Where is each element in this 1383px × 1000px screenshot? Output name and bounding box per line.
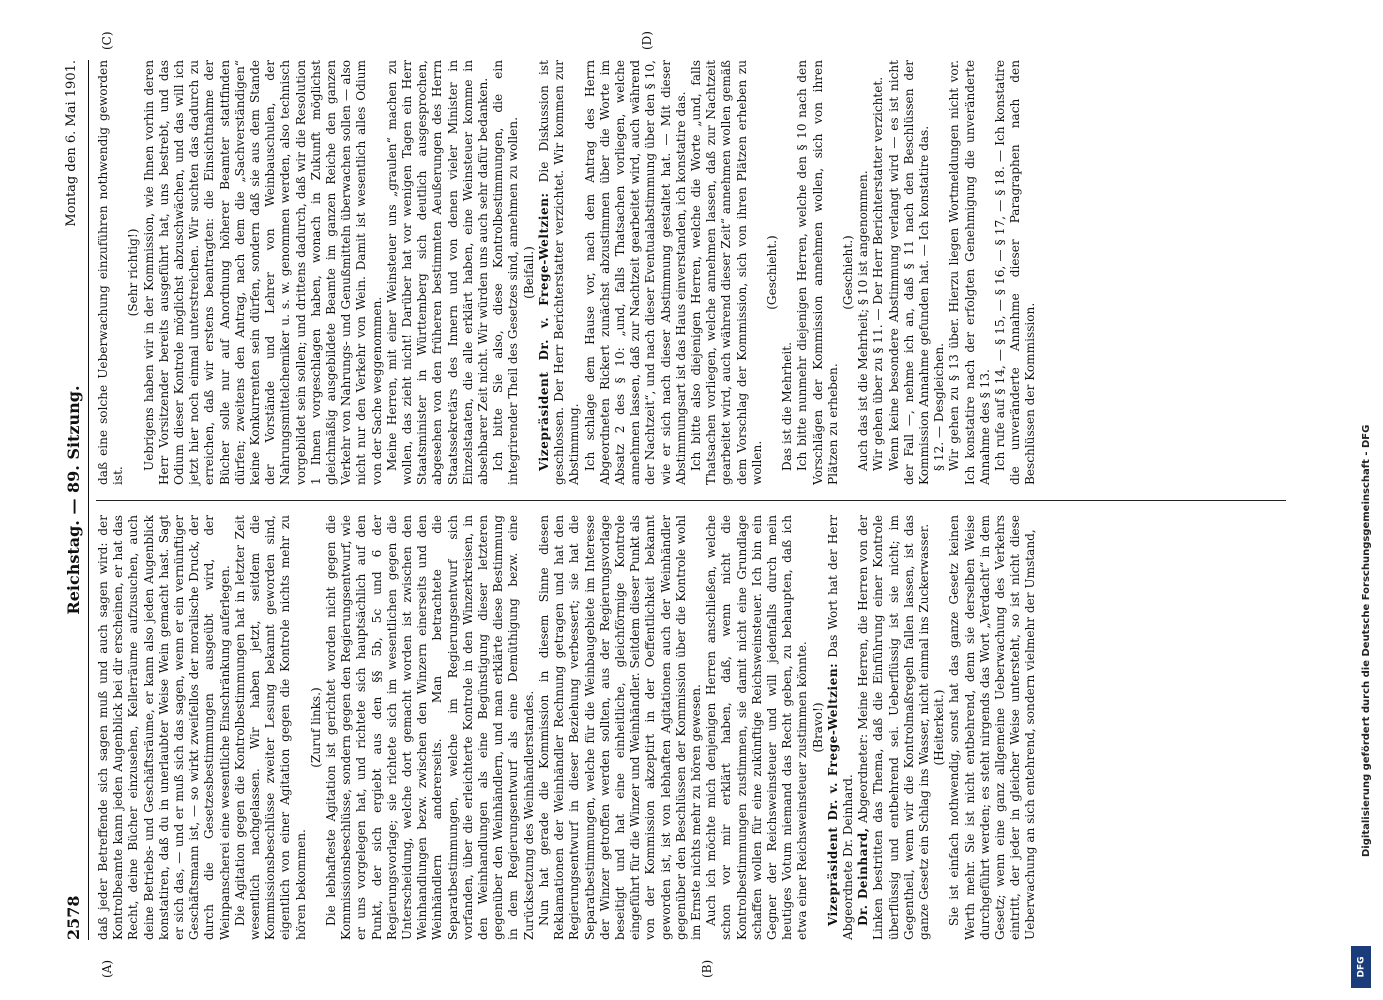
paragraph: Uebrigens haben wir in der Kommission, wie Ihnen vorhin deren Herr Vorsitzender bereits ausgeführt hat, uns bestrebt, und das Odium dieser Kontrole möglichst abzuschwächen, und das will ich jetzt hier noch einmal unterstreichen. Wir suchten das dadurch zu erreichen, daß wir erstens beantragten: die Einsichtnahme der Bücher solle nur auf Anordnung höherer Beamter stattfinden dürfen; zweitens den Antrag, nach dem die „Sachverständigen“ keine Konkurrenten sein dürfen, sondern daß sie aus dem Stande der Vorstände und Lehrer von Weinbauschulen, der Nahrungsmittelchemiker u. s. w. genommen werden, also technisch vorgebildet sein sollen; und drittens dadurch, daß wir die Resolution 1 Ihnen vorgeschlagen haben, wonach in Zukunft möglichst gleichmäßig ausgebildete Beamte im ganzen Reiche den ganzen Verkehr von Nahrungs‑ und Genußmitteln überwachen sollen — also nicht nur den Verkehr von Wein. Damit ist wesentlich alles Odium von der Sache weggenommen. — [141, 60, 384, 485]
interjection: (Zuruf links.) — [308, 687, 323, 768]
margin-marker-d: (D) — [640, 31, 654, 50]
interjection: (Geschieht.) — [840, 235, 855, 310]
paragraph: Auch ich möchte mich denjenigen Herren anschließen, welche schon vor mir erklärt haben, daß, wenn nicht die Kontrolbestimmungen zustimmen, sie damit nicht eine Grundlage schaffen wollen für eine zukünftige Reichsweinsteuer. Ich bin ein Gegner der Reichsweinsteuer und will jedenfalls durch mein heutiges Votum niemand das Recht geben, zu behaupten, daß ich etwa einer Reichsweinsteuer zustimmen könnte. — [704, 515, 810, 940]
paragraph: Ich schlage dem Hause vor, nach dem Antrag des Herrn Abgeordneten Rickert zunächst abzustimmen über die Worte im Absatz 2 des § 10: „und, falls Thatsachen vorliegen, welche annehmen lassen, daß zur Nachtzeit gearbeitet wird, auch während der Nachtzeit“, und nach dieser Eventualabstimmung über den § 10, wie er sich nach dieser Abstimmung gestaltet hat. — Mit dieser Abstimmungsart ist das Haus einverstanden, ich konstatire das. — [582, 60, 688, 485]
margin-marker-a: (A) — [100, 959, 114, 978]
speaker-paragraph — [826, 515, 856, 940]
right-column — [96, 60, 1286, 485]
page-header — [58, 60, 89, 940]
paragraph: daß eine solche Ueberwachung einzuführen nothwendig geworden ist. — [96, 60, 126, 485]
speaker-paragraph — [537, 60, 583, 485]
page-number: 2578 — [64, 895, 83, 940]
speaker-name: Dr. Deinhard, — [856, 827, 871, 926]
paragraph: daß jeder Betreffende sich sagen muß und auch sagen wird: der Kontrolbeamte kann jeden Augenblick bei dir erscheinen, er hat das Recht, deine Bücher einzusehen, Kellerräume aufzusuchen, auch deine Betriebs‑ und Geschäftsräume, er kann also jeden Augenblick konstatiren, daß du in unerlaubter Weise Wein gemacht hast. Sagt er sich das, — und er muß sich das sagen, wenn er ein vernünftiger Geschäftsmann ist, — so wirkt zweifellos der moralische Druck, der durch die Gesetzesbestimmungen ausgeübt wird, der Weinpanscherei eine wesentliche Einschränkung auferlegen. — [96, 515, 232, 940]
paragraph: Die Agitation gegen die Kontrolbestimmungen hat in letzter Zeit wesentlich nachgelassen. Wir haben jetzt, seitdem die Kommissionsbeschlüsse zweiter Lesung bekannt geworden sind, eigentlich von einer Agitation gegen die Kontrole nichts mehr zu hören bekommen. — [232, 515, 308, 940]
speech-text: Abgeordneter: Meine Herren, die Herren von der Linken bestritten das Thema, daß die Einführung einer Kontrole überflüssig und entbehrend sei. Ueberflüssig ist sie nicht; im Gegentheil, wenn wir die Kontrolmaßregeln fallen lassen, ist das ganze Gesetz ein Schlag ins Wasser, nicht einmal ins Zuckerwasser. — [856, 515, 931, 940]
session-date: Montag den 6. Mai 1901. — [64, 60, 79, 227]
interjection: (Geschieht.) — [764, 235, 779, 310]
paragraph: Ich bitte Sie also, diese Kontrolbestimmungen, die ein integrirender Theil des Gesetzes sind, annehmen zu wollen. — [491, 60, 521, 485]
paragraph: Ich bitte nunmehr diejenigen Herren, welche den § 10 nach den Vorschlägen der Kommission annehmen wollen, sich von ihren Plätzen zu erheben. — [795, 60, 840, 485]
paragraph: Die lebhafteste Agitation ist gerichtet worden nicht gegen die Kommissionsbeschlüsse, sondern gegen den Regierungsentwurf, wie er uns vorgelegen hat, und richtete sich hauptsächlich auf den Punkt, der sich ergiebt aus den §§ 5b, 5c und 6 der Regierungsvorlage; sie richtete sich im wesentlichen gegen die Unterscheidung, welche dort gemacht worden ist zwischen den Weinhandlungen bezw. zwischen den Winzern einerseits und den Weinhändlern andererseits. Man betrachtete die Separatbestimmungen, welche im Regierungsentwurf sich vorfanden, über die erleichterte Kontrole in den Winzerkreisen, in den Weinhandlungen als eine Begünstigung dieser letzteren gegenüber den Weinhändlern, und man erklärte diese Bestimmung in dem Regierungsentwurf als eine Demüthigung bezw. eine Zurücksetzung des Weinhändlerstandes. — [324, 515, 536, 940]
paragraph: Meine Herren, mit einer Weinsteuer uns „graulen“ machen zu wollen, das zieht nicht! Darüber hat vor wenigen Tagen ein Herr Staatsminister in Württemberg sich deutlich ausgesprochen, abgesehen von den früheren bestimmten Aeußerungen des Herrn Staatssekretärs des Innern und von denen vieler Minister in Einzelstaaten, die alle erklärt haben, eine Weinsteuer komme in absehbarer Zeit nicht. Wir würden uns auch sehr dafür bedanken. — [384, 60, 491, 485]
paragraph: Nun hat gerade die Kommission in diesem Sinne diesen Reklamationen der Weinhändler Rechnung getragen und hat den Regierungsentwurf in dieser Beziehung verbessert; sie hat die Separatbestimmungen, welche für die Weinbaugebiete im Interesse der Winzer getroffen werden sollten, aus der Regierungsvorlage beseitigt und hat eine einheitliche, gleichförmige Kontrole eingeführt für die Winzer und Weinhändler. Seitdem dieser Punkt als von der Kommission akzeptirt in der Oeffentlichkeit bekannt geworden ist, ist von lebhaften Agitationen auch der Weinhändler gegenüber den Beschlüssen der Kommission über die Kontrole wohl im Ernste nichts mehr zu hören gewesen. — [536, 515, 703, 940]
interjection: (Sehr richtig!) — [126, 228, 141, 317]
interjection: (Beifall.) — [521, 246, 536, 299]
speaker-paragraph — [856, 515, 932, 940]
paragraph: Ich bitte also diejenigen Herren, welche die Worte „und, falls Thatsachen vorliegen, welche annehmen lassen, daß zur Nachtzeit gearbeitet wird, auch während dieser Zeit“ annehmen wollen gemäß dem Vorschlag der Kommission, sich von ihren Plätzen erheben zu wollen. — [688, 60, 764, 485]
interjection: (Heiterkeit.) — [932, 689, 947, 766]
interjection: (Bravo!) — [810, 702, 825, 753]
paragraph: Ich rufe auf § 14, — § 15, — § 16, — § 17, — § 18. — Ich konstatire die unveränderte Annahme dieser Paragraphen nach den Beschlüssen der Kommission. — [992, 60, 1038, 485]
speaker-name: Vizepräsident Dr. v. Frege-Weltzien: — [536, 192, 551, 471]
speech-text: Das Wort hat der Herr Abgeordnete Dr. Deinhard. — [825, 514, 855, 940]
paragraph: Das ist die Mehrheit. — [780, 342, 795, 471]
paragraph: Auch das ist die Mehrheit; § 10 ist angenommen. — [856, 170, 871, 471]
margin-marker-c: (C) — [100, 31, 114, 50]
speaker-name: Vizepräsident Dr. v. Frege-Weltzien: — [825, 662, 840, 926]
dfg-logo — [1351, 946, 1371, 988]
paragraph: Wenn keine besondere Abstimmung verlangt wird — es ist nicht der Fall —, nehme ich an, daß § 11 nach den Beschlüssen der Kommission Annahme gefunden hat. — Ich konstatire das. — [886, 60, 931, 485]
paragraph: Wir gehen zu § 13 über. Hierzu liegen Wortmeldungen nicht vor. Ich konstatire nach der erfolgten Genehmigung die unveränderte Annahme des § 13. — [947, 60, 992, 485]
left-column — [96, 515, 1256, 940]
credit-text: Digitalisierung gefördert durch die Deutsche Forschungsgemeinschaft - DFG — [1361, 424, 1372, 857]
dfg-logo-text: DFG — [1356, 956, 1367, 978]
paragraph: Sie ist einfach nothwendig, sonst hat das ganze Gesetz keinen Werth mehr. Sie ist nicht entbehrend, denn sie derselben Weise durchgeführt werden; es steht nirgends das Wort „Verdacht“ in dem Gesetz; wenn eine ganz allgemeine Ueberwachung des Verkehrs eintritt, der jeder in gleicher Weise untersteht, so ist nicht diese Ueberwachung an sich entehrend, sondern vielmehr der Umstand, — [947, 515, 1038, 940]
digitization-credit — [1347, 8, 1375, 988]
paragraph: § 12. — Desgleichen. — [932, 343, 947, 471]
session-title: Reichstag. — 89. Sitzung. — [64, 385, 83, 615]
speech-text: Die Diskussion ist geschlossen. Der Herr Berichterstatter verzichtet. Wir kommen zur Abstimmung. — [536, 60, 582, 485]
column-divider — [96, 500, 1286, 501]
margin-marker-b: (B) — [700, 959, 714, 978]
paragraph: Wir gehen über zu § 11. — Der Herr Berichterstatter verzichtet. — [871, 76, 886, 471]
